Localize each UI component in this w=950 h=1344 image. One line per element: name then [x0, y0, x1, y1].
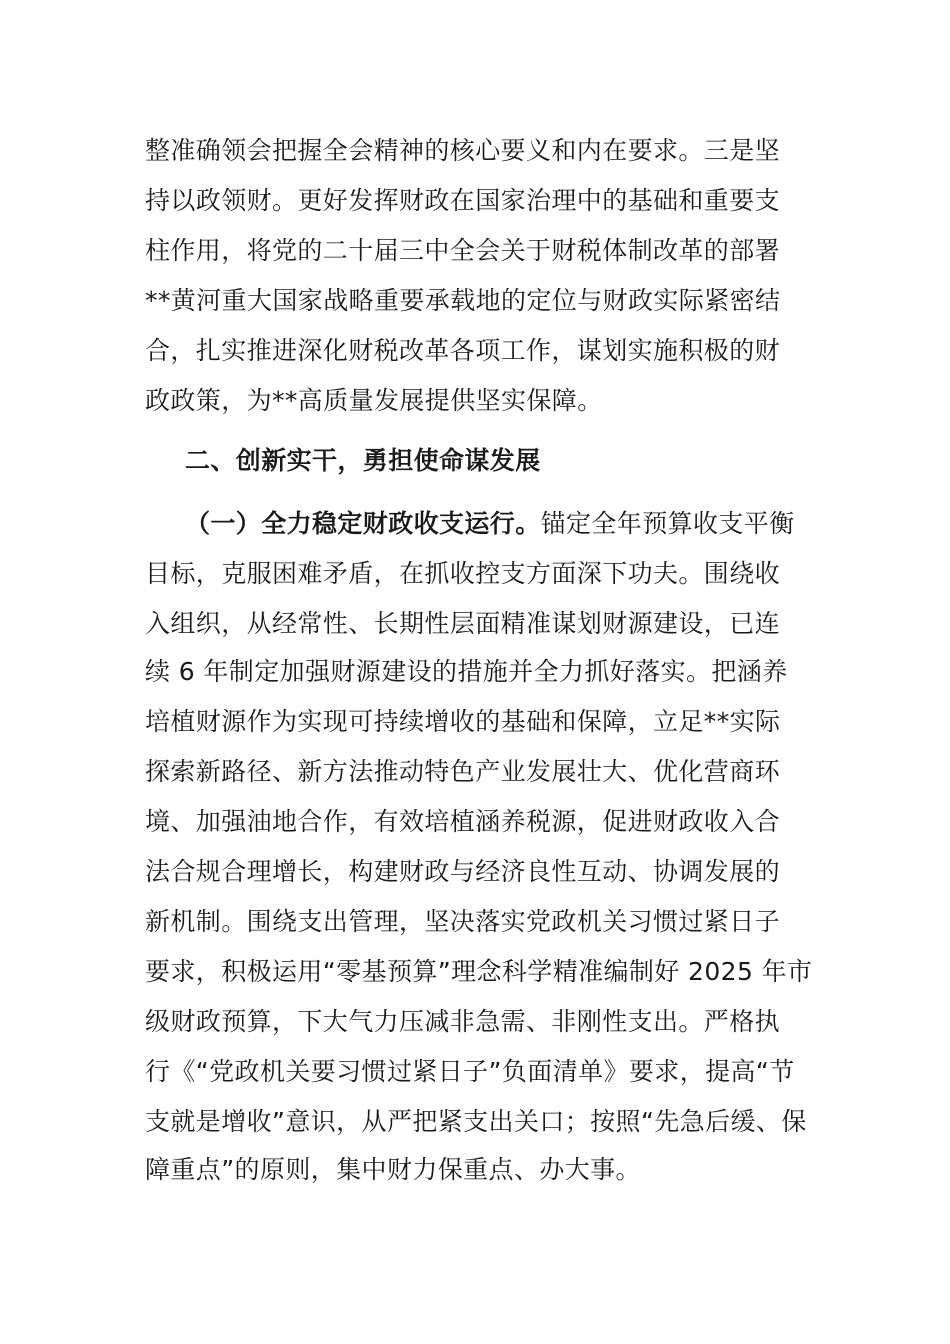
paragraph-line: 探索新路径、新方法推动特色产业发展壮大、优化营商环	[145, 757, 781, 786]
paragraph-line: 级财政预算，下大气力压减非急需、非刚性支出。严格执	[145, 1007, 781, 1036]
paragraph-line: 合，扎实推进深化财税改革各项工作，谋划实施积极的财	[145, 336, 781, 365]
section-heading: 二、创新实干，勇担使命谋发展	[185, 446, 541, 475]
paragraph-first-line	[185, 508, 855, 540]
paragraph-line: 续 6 年制定加强财源建设的措施并全力抓好落实。把涵养	[145, 657, 788, 686]
paragraph-line: 新机制。围绕支出管理，坚决落实党政机关习惯过紧日子	[145, 907, 781, 936]
paragraph-line: 支就是增收”意识，从严把紧支出关口；按照“先急后缓、保	[145, 1107, 807, 1136]
subsection-lead: （一）全力稳定财政收支运行。	[185, 509, 541, 538]
paragraph-line: 入组织，从经常性、长期性层面精准谋划财源建设，已连	[145, 609, 781, 638]
paragraph-line: 培植财源作为实现可持续增收的基础和保障，立足**实际	[145, 707, 781, 736]
paragraph-line: 行《“党政机关要习惯过紧日子”负面清单》要求，提高“节	[145, 1057, 795, 1086]
paragraph-line: 障重点”的原则，集中财力保重点、办大事。	[145, 1155, 641, 1184]
paragraph-line: 要求，积极运用“零基预算”理念科学精准编制好 2025 年市	[145, 957, 813, 986]
paragraph-line: 目标，克服困难矛盾，在抓收控支方面深下功夫。围绕收	[145, 559, 781, 588]
paragraph-line: 法合规合理增长，构建财政与经济良性互动、协调发展的	[145, 857, 781, 886]
paragraph-line: 政政策，为**高质量发展提供坚实保障。	[145, 386, 603, 415]
paragraph-line: 持以政领财。更好发挥财政在国家治理中的基础和重要支	[145, 186, 781, 215]
paragraph-line: 境、加强油地合作，有效培植涵养税源，促进财政收入合	[145, 807, 781, 836]
paragraph-first-line-rest: 锚定全年预算收支平衡	[540, 509, 795, 538]
paragraph-line: 整准确领会把握全会精神的核心要义和内在要求。三是坚	[145, 136, 781, 165]
paragraph-line: 柱作用，将党的二十届三中全会关于财税体制改革的部署	[145, 236, 781, 265]
paragraph-line: **黄河重大国家战略重要承载地的定位与财政实际紧密结	[145, 286, 781, 315]
